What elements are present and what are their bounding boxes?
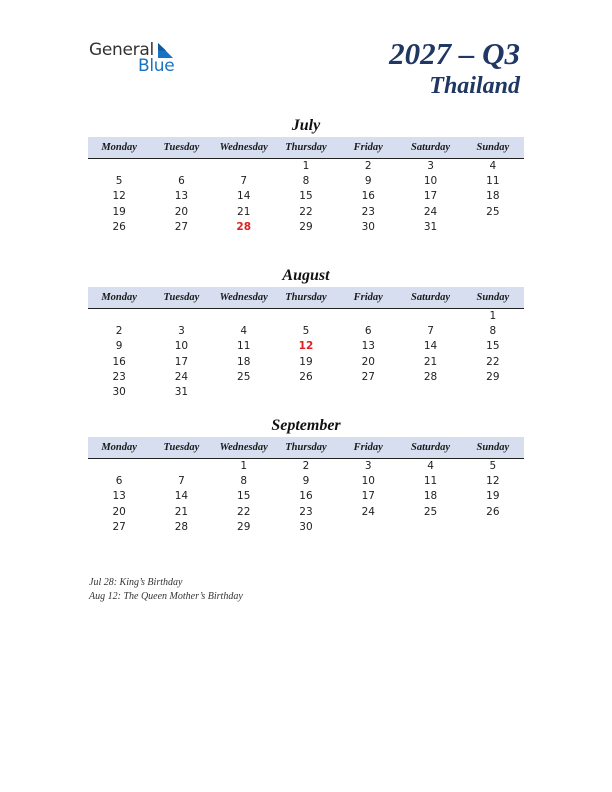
day-cell: 17 (423, 190, 438, 203)
weekday-label: Wednesday (219, 442, 268, 453)
empty-day-cell (275, 385, 337, 400)
day-cell: 2 (302, 460, 310, 472)
day-cell: 18 (486, 190, 500, 203)
empty-day-cell (462, 385, 524, 400)
month-september (88, 416, 524, 535)
day-cell: 1 (302, 160, 310, 172)
weekday-label: Saturday (411, 292, 451, 303)
day-cell: 30 (299, 520, 313, 533)
week-row (88, 355, 524, 370)
day-cell: 2 (115, 325, 123, 338)
week-row (88, 205, 524, 220)
empty-day-cell (337, 385, 399, 400)
day-cell: 7 (427, 325, 434, 338)
day-cell: 3 (178, 325, 185, 338)
day-cell: 20 (174, 205, 189, 218)
day-cell: 21 (237, 205, 251, 218)
empty-day-cell (88, 309, 150, 324)
weekday-label: Wednesday (219, 142, 268, 153)
day-cell: 11 (486, 175, 500, 188)
week-row (88, 339, 524, 354)
weekday-label: Sunday (476, 142, 510, 153)
weekday-label: Saturday (411, 442, 451, 453)
day-cell: 6 (115, 475, 123, 488)
month-title: July (291, 117, 321, 134)
generalblue-logo (89, 40, 199, 76)
week-row (88, 505, 524, 520)
week-row (88, 474, 524, 489)
day-cell: 6 (364, 325, 372, 338)
day-cell: 4 (240, 325, 248, 338)
day-cell: 25 (423, 505, 438, 518)
country-name: Thailand (429, 73, 520, 99)
day-cell: 3 (364, 460, 372, 472)
day-cell: 27 (361, 370, 375, 383)
day-cell: 9 (364, 175, 372, 188)
day-cell: 16 (361, 190, 375, 203)
weekday-label: Monday (101, 292, 137, 303)
week-row (88, 309, 524, 324)
week-row (88, 174, 524, 189)
weekday-label: Tuesday (163, 292, 200, 303)
weekday-header-row (88, 137, 524, 159)
day-cell: 14 (237, 190, 251, 203)
day-cell: 25 (486, 205, 500, 218)
day-cell: 18 (237, 355, 251, 368)
day-cell: 26 (486, 505, 500, 518)
day-cell: 28 (174, 520, 189, 533)
day-cell: 8 (302, 175, 310, 188)
day-cell: 30 (361, 220, 375, 233)
weekday-label: Sunday (476, 292, 510, 303)
day-cell: 5 (115, 175, 123, 188)
day-cell: 24 (174, 370, 189, 383)
weekday-label: Friday (353, 442, 383, 453)
day-cell: 12 (112, 190, 126, 203)
holiday-day-cell: 28 (236, 220, 252, 233)
week-row (88, 159, 524, 174)
day-cell: 23 (299, 505, 313, 518)
day-cell: 26 (112, 220, 126, 233)
day-cell: 30 (112, 385, 126, 398)
empty-day-cell (462, 520, 524, 535)
weekday-header-row (88, 287, 524, 309)
day-cell: 11 (237, 340, 251, 353)
month-title: August (282, 267, 330, 284)
day-cell: 8 (489, 325, 497, 338)
day-cell: 7 (178, 475, 185, 488)
logo-blue-text: Blue (138, 56, 175, 76)
day-cell: 17 (361, 490, 375, 503)
day-cell: 27 (112, 520, 126, 533)
day-cell: 1 (489, 310, 497, 322)
empty-day-cell (399, 520, 461, 535)
day-cell: 12 (486, 475, 500, 488)
logo-general-text: General (89, 40, 154, 60)
day-cell: 19 (299, 355, 313, 368)
weekday-label: Tuesday (163, 142, 200, 153)
day-cell: 23 (112, 370, 126, 383)
day-cell: 9 (115, 340, 123, 353)
day-cell: 24 (361, 505, 375, 518)
weekday-label: Monday (101, 142, 137, 153)
day-cell: 23 (361, 205, 375, 218)
day-cell: 26 (299, 370, 313, 383)
day-cell: 29 (237, 520, 251, 533)
empty-day-cell (399, 385, 461, 400)
day-cell: 10 (174, 340, 189, 353)
holiday-note: Aug 12: The Queen Mother’s Birthday (89, 591, 243, 602)
day-cell: 19 (112, 205, 126, 218)
empty-day-cell (88, 459, 150, 474)
day-cell: 16 (299, 490, 313, 503)
weekday-label: Friday (353, 292, 383, 303)
day-cell: 17 (174, 355, 189, 368)
day-cell: 28 (423, 370, 438, 383)
day-cell: 22 (486, 355, 500, 368)
day-cell: 1 (240, 460, 248, 472)
weekday-label: Thursday (285, 292, 327, 303)
weekday-label: Friday (353, 142, 383, 153)
week-row (88, 220, 524, 235)
day-cell: 4 (489, 160, 497, 172)
day-cell: 25 (237, 370, 251, 383)
week-row (88, 385, 524, 400)
empty-day-cell (150, 309, 212, 324)
day-cell: 20 (361, 355, 375, 368)
week-row (88, 189, 524, 204)
day-cell: 14 (423, 340, 438, 353)
day-cell: 22 (237, 505, 251, 518)
page-title: 2027 – Q3 (389, 36, 520, 71)
holiday-note: Jul 28: King’s Birthday (89, 577, 183, 588)
weekday-label: Thursday (285, 142, 327, 153)
week-row (88, 489, 524, 504)
day-cell: 13 (361, 340, 375, 353)
day-cell: 29 (486, 370, 500, 383)
holiday-notes (89, 576, 243, 604)
weekday-label: Tuesday (163, 442, 200, 453)
empty-day-cell (213, 309, 275, 324)
empty-day-cell (88, 159, 150, 174)
day-cell: 9 (302, 475, 310, 488)
day-cell: 3 (427, 160, 434, 172)
weekday-label: Wednesday (219, 292, 268, 303)
empty-day-cell (337, 520, 399, 535)
week-row (88, 459, 524, 474)
weekday-label: Thursday (285, 442, 327, 453)
day-cell: 15 (299, 190, 313, 203)
day-cell: 8 (240, 475, 248, 488)
month-title: September (271, 417, 341, 434)
day-cell: 10 (423, 175, 438, 188)
empty-day-cell (462, 220, 524, 235)
holiday-day-cell: 12 (298, 340, 314, 353)
day-cell: 15 (486, 340, 500, 353)
day-cell: 13 (174, 190, 189, 203)
day-cell: 29 (299, 220, 313, 233)
day-cell: 16 (112, 355, 126, 368)
empty-day-cell (213, 385, 275, 400)
day-cell: 10 (361, 475, 375, 488)
day-cell: 27 (174, 220, 189, 233)
day-cell: 4 (427, 460, 434, 472)
month-august (88, 266, 524, 400)
day-cell: 7 (240, 175, 248, 188)
day-cell: 2 (364, 160, 372, 172)
empty-day-cell (399, 309, 461, 324)
week-row (88, 520, 524, 535)
empty-day-cell (150, 459, 212, 474)
day-cell: 20 (112, 505, 126, 518)
empty-day-cell (213, 159, 275, 174)
week-row (88, 324, 524, 339)
day-cell: 24 (423, 205, 438, 218)
day-cell: 21 (174, 505, 189, 518)
day-cell: 22 (299, 205, 313, 218)
day-cell: 15 (237, 490, 251, 503)
weekday-label: Monday (101, 442, 137, 453)
weekday-header-row (88, 437, 524, 459)
day-cell: 6 (178, 175, 185, 188)
day-cell: 5 (302, 325, 310, 338)
month-july (88, 116, 524, 235)
weekday-label: Sunday (476, 442, 510, 453)
day-cell: 11 (423, 475, 438, 488)
day-cell: 31 (174, 385, 189, 398)
weekday-label: Saturday (411, 142, 451, 153)
empty-day-cell (150, 159, 212, 174)
empty-day-cell (337, 309, 399, 324)
day-cell: 5 (489, 460, 497, 472)
day-cell: 13 (112, 490, 126, 503)
day-cell: 31 (423, 220, 438, 233)
day-cell: 14 (174, 490, 189, 503)
day-cell: 19 (486, 490, 500, 503)
empty-day-cell (275, 309, 337, 324)
day-cell: 21 (423, 355, 438, 368)
week-row (88, 370, 524, 385)
day-cell: 18 (423, 490, 438, 503)
